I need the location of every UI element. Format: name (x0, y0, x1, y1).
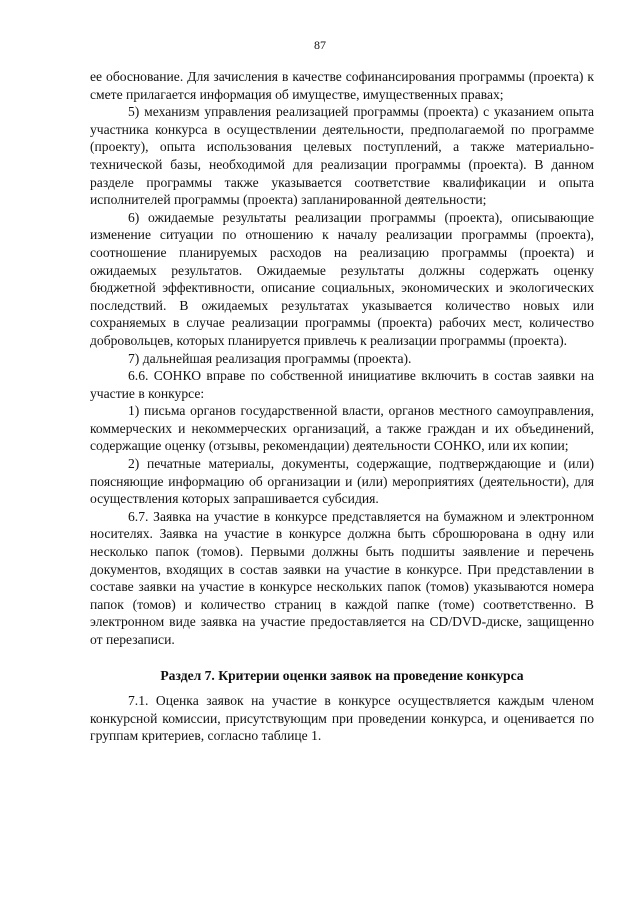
document-body (90, 68, 594, 745)
paragraph-clause-7-1: 7.1. Оценка заявок на участие в конкурсе осуществляется каждым членом конкурсной комиссии, присутствующим при проведении конкурса, и оценивается по группам критериев, согласно таблице 1. (90, 693, 594, 744)
paragraph-clause-6-7: 6.7. Заявка на участие в конкурсе представляется на бумажном и электронном носителях. Заявка на участие в конкурсе должна быть сброшюрована в одну или несколько папок (томов). Первыми должны быть подшиты заявление и перечень документов, входящих в состав заявки на участие в конкурсе. При представлении в составе заявки на участие в конкурсе нескольких папок (томов) указываются номера папок (томов) и количество страниц в каждой папке (томе) соответственно. В электронном виде заявка на участие предоставляется на CD/DVD-диске, защищенно от перезаписи. (90, 508, 594, 647)
paragraph-item-7-further-implementation: 7) дальнейшая реализация программы (проекта). (128, 350, 412, 366)
section-heading: Раздел 7. Критерии оценки заявок на проведение конкурса (160, 667, 524, 683)
paragraph-clause-6-6-item-1: 1) письма органов государственной власти, органов местного самоуправления, коммерческих и некоммерческих организаций, а также граждан и их объединений, содержащие оценку (отзывы, рекомендации) деятельности СОНКО, или их копии; (90, 403, 594, 454)
paragraph-item-5-management: 5) механизм управления реализацией программы (проекта) с указанием опыта участника конкурса в осуществлении деятельности, предполагаемой по программе (проекту), опыта использования целевых поступлений, а также материально-технической базы, необходимой для реализации программы (проекта). В данном разделе программы также указывается соответствие квалификации и опыта исполнителей программы (проекта) запланированной деятельности; (90, 104, 594, 208)
paragraph-budget-justification: ее обоснование. Для зачисления в качестве софинансирования программы (проекта) к смете прилагается информация об имуществе, имущественных правах; (90, 69, 594, 102)
paragraph-clause-6-6-item-2: 2) печатные материалы, документы, содержащие, подтверждающие и (или) поясняющие информацию об организации и (или) мероприятиях (деятельности), для осуществления которых запрашивается субсидия. (90, 456, 594, 507)
paragraph-clause-6-6: 6.6. СОНКО вправе по собственной инициативе включить в состав заявки на участие в конкурсе: (90, 368, 594, 401)
page-number: 87 (314, 38, 326, 52)
paragraph-item-6-expected-results: 6) ожидаемые результаты реализации программы (проекта), описывающие изменение ситуации по отношению к началу реализации программы (проекта), соотношение планируемых расходов на реализацию программы (проекта) и ожидаемых результатов. Ожидаемые результаты должны содержать оценку бюджетной эффективности, описание социальных, экономических и экологических последствий. В ожидаемых результатах указывается количество новых или сохраняемых в случае реализации программы (проекта) рабочих мест, количество добровольцев, которых планируется привлечь к реализации программы (проекта). (90, 209, 594, 348)
